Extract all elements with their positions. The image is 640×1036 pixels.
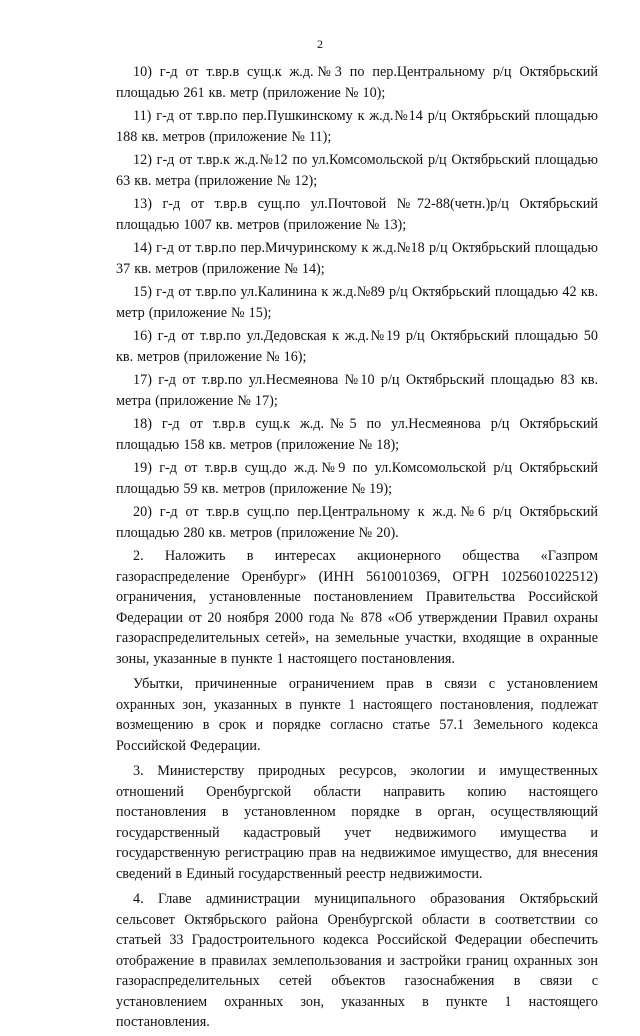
list-item-19: 19) г-д от т.вр.в сущ.до ж.д.№9 по ул.Комсомольской р/ц Октябрьский площадью 59 кв. метров (приложение № 19); xyxy=(116,460,598,497)
page-number: 2 xyxy=(317,37,323,51)
clause-2: 2. Наложить в интересах акционерного общества «Газпром газораспределение Оренбург» (ИНН 5610010369, ОГРН 1025601022512) ограничения, установленные постановлением Правительства Российской Федерации от 20 ноября 2000 года № 878 «Об утверждении Правил охраны газораспределительных сетей», на земельные участки, входящие в охранные зоны, указанные в пункте 1 настоящего постановления. xyxy=(116,548,598,667)
list-item-15: 15) г-д от т.вр.по ул.Калинина к ж.д.№89 р/ц Октябрьский площадью 42 кв. метр (приложение № 15); xyxy=(116,284,598,321)
clause-3: 3. Министерству природных ресурсов, экологии и имущественных отношений Оренбургской области направить копию настоящего постановления в установленном порядке в орган, осуществляющий государственный кадастровый учет недвижимого имущества и государственную регистрацию прав на недвижимое имущество, для внесения сведений в Единый государственный реестр недвижимости. xyxy=(116,763,598,882)
list-item-10: 10) г-д от т.вр.в сущ.к ж.д.№3 по пер.Центральному р/ц Октябрьский площадью 261 кв. метр (приложение № 10); xyxy=(116,64,598,101)
clause-4: 4. Главе администрации муниципального образования Октябрьский сельсовет Октябрьского района Оренбургской области в соответствии со статьей 33 Градостроительного кодекса Российской Федерации обеспечить отображение в правилах землепользования и застройки границ охранных зон газораспределительных сетей объектов газоснабжения в связи с установлением охранных зон, указанных в пункте 1 настоящего постановления. xyxy=(116,891,598,1030)
list-item-14: 14) г-д от т.вр.по пер.Мичуринскому к ж.д.№18 р/ц Октябрьский площадью 37 кв. метров (приложение № 14); xyxy=(116,240,598,277)
document-body xyxy=(116,62,598,1036)
list-item-18: 18) г-д от т.вр.в сущ.к ж.д.№5 по ул.Несмеянова р/ц Октябрьский площадью 158 кв. метров (приложение № 18); xyxy=(116,416,598,453)
clause-2-losses: Убытки, причиненные ограничением прав в связи с установлением охранных зон, указанных в пункте 1 настоящего постановления, подлежат возмещению в срок и порядке согласно статье 57.1 Земельного кодекса Российской Федерации. xyxy=(116,676,598,754)
list-item-16: 16) г-д от т.вр.по ул.Дедовская к ж.д.№19 р/ц Октябрьский площадью 50 кв. метров (приложение № 16); xyxy=(116,328,598,365)
list-item-12: 12) г-д от т.вр.к ж.д.№12 по ул.Комсомольской р/ц Октябрьский площадью 63 кв. метра (приложение № 12); xyxy=(116,152,598,189)
list-item-11: 11) г-д от т.вр.по пер.Пушкинскому к ж.д.№14 р/ц Октябрьский площадью 188 кв. метров (приложение № 11); xyxy=(116,108,598,145)
list-item-13: 13) г-д от т.вр.в сущ.по ул.Почтовой №72-88(четн.)р/ц Октябрьский площадью 1007 кв. метров (приложение № 13); xyxy=(116,196,598,233)
list-item-20: 20) г-д от т.вр.в сущ.по пер.Центральному к ж.д.№6 р/ц Октябрьский площадью 280 кв. метров (приложение № 20). xyxy=(116,504,598,541)
list-item-17: 17) г-д от т.вр.по ул.Несмеянова №10 р/ц Октябрьский площадью 83 кв. метра (приложение № 17); xyxy=(116,372,598,409)
